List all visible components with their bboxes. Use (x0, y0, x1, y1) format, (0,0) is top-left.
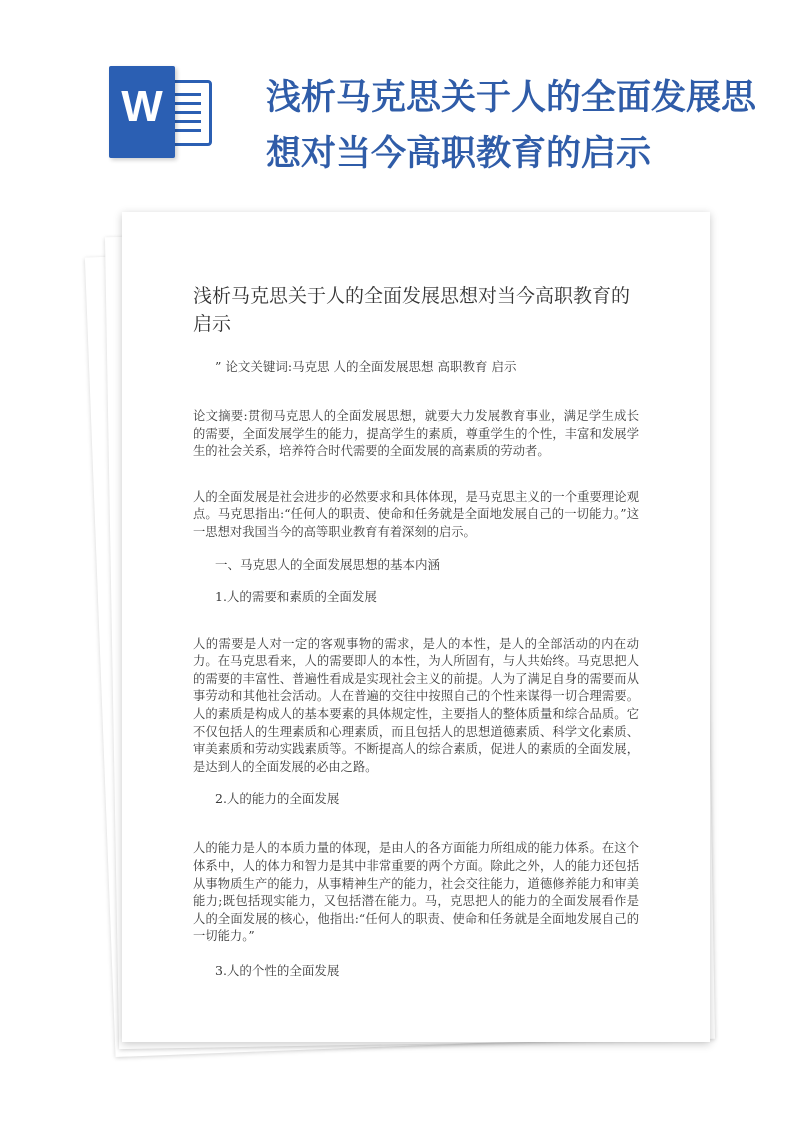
word-icon (109, 66, 175, 158)
word-app-icon (109, 66, 219, 158)
subsection-heading-2: 2.人的能力的全面发展 (215, 791, 340, 807)
subsection-body-1: 人的需要是人对一定的客观事物的需求，是人的本性，是人的全部活动的内在动力。在马克思看来，人的需要即人的本性，为人所固有，与人共始终。马克思把人的需要的丰富性、普遍性看成是实现社会主义的前提。人为了满足自身的需要而从事劳动和其他社会活动。人在普遍的交往中按照自己的个性来谋得一切合理需要。人的素质是构成人的基本要素的具体规定性，主要指人的整体质量和综合品质。它不仅包括人的生理素质和心理素质，而且包括人的思想道德素质、科学文化素质、审美素质和劳动实践素质等。不断提高人的综合素质，促进人的素质的全面发展，是达到人的全面发展的必由之路。 (193, 636, 639, 774)
subsection-heading-3: 3.人的个性的全面发展 (215, 962, 340, 978)
page-title: 浅析马克思关于人的全面发展思想对当今高职教育的启示 (266, 78, 757, 174)
document-abstract: 论文摘要:贯彻马克思人的全面发展思想，就要大力发展教育事业，满足学生成长的需要，全面发展学生的能力，提高学生的素质，尊重学生的个性，丰富和发展学生的社会关系，培养符合时代需要的全面发展的高素质的劳动者。 (193, 409, 639, 459)
subsection-heading-1: 1.人的需要和素质的全面发展 (215, 588, 377, 604)
word-icon-letter: W (121, 82, 163, 131)
document-title: 浅析马克思关于人的全面发展思想对当今高职教育的启示 (193, 285, 631, 335)
section-heading: 一、马克思人的全面发展思想的基本内涵 (215, 556, 441, 572)
subsection-body-2: 人的能力是人的本质力量的体现，是由人的各方面能力所组成的能力体系。在这个体系中，人的体力和智力是其中非常重要的两个方面。除此之外，人的能力还包括从事物质生产的能力，从事精神生产的能力，社会交往能力，道德修养能力和审美能力;既包括现实能力，又包括潜在能力。马，克思把人的能力的全面发展看作是人的全面发展的核心，他指出:“任何人的职责、使命和任务就是全面地发展自己的一切能力。” (193, 841, 639, 944)
document-body (193, 282, 639, 1016)
document-intro: 人的全面发展是社会进步的必然要求和具体体现，是马克思主义的一个重要理论观点。马克思指出:“任何人的职责、使命和任务就是全面地发展自己的一切能力。”这一思想对我国当今的高等职业教育有着深刻的启示。 (193, 489, 639, 539)
document-keywords: ” 论文关键词:马克思 人的全面发展思想 高职教育 启示 (215, 359, 517, 374)
